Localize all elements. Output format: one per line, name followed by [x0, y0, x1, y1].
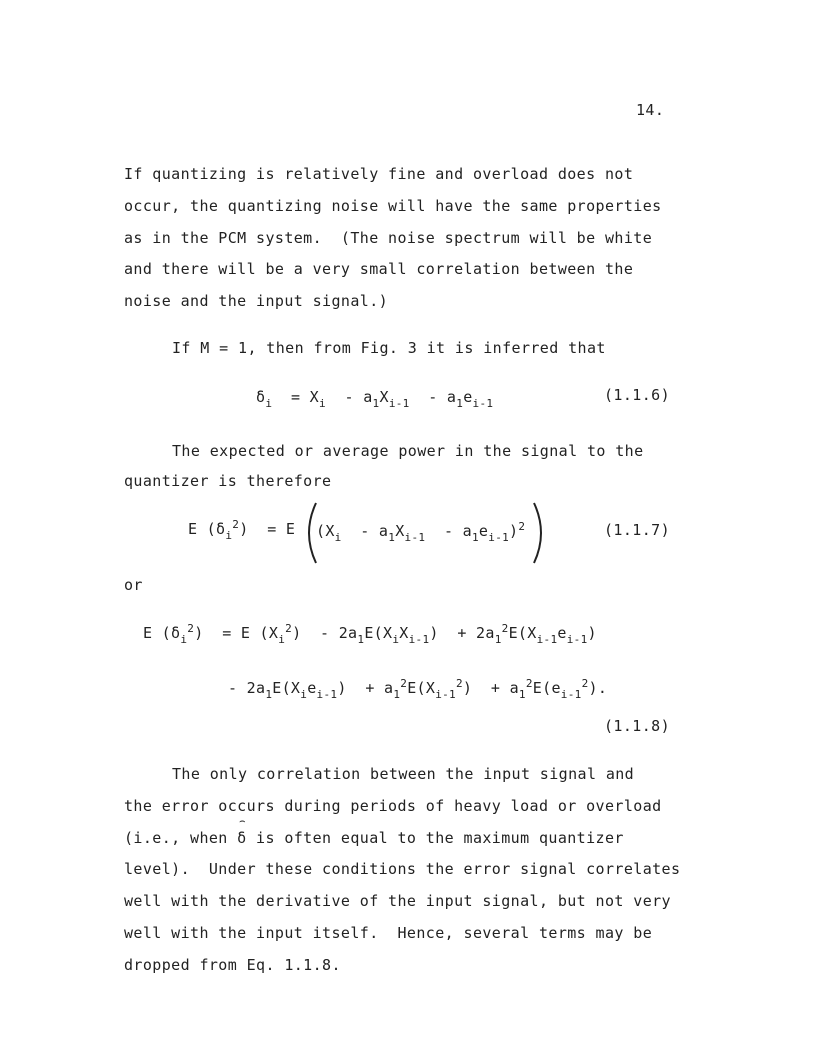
equation-number-1-1-7: (1.1.7)	[604, 521, 671, 539]
paragraph-1-line-5: noise and the input signal.)	[124, 292, 389, 310]
paragraph-4-line-1: The only correlation between the input signal and	[172, 765, 635, 783]
paragraph-4-line-7: dropped from Eq. 1.1.8.	[124, 956, 341, 974]
paragraph-4-line-3: (i.e., when δ is often equal to the maximum quantizer	[124, 829, 624, 847]
paragraph-4-line-5: well with the derivative of the input signal, but not very	[124, 892, 671, 910]
document-page: 14. If quantizing is relatively fine and overload does not occur, the quantizing noise will have the same properties as in the PCM system. (The noise spectrum will be white and there will be a very small correlation between the noise and the input signal.) If M = 1, then from Fig. 3 it is inferred that $\delta_i = X_i - a_1X_{i-1} - a_1e_{i-1}$ (1.1.6) The expected or average power in the signal to the quantizer is therefore E $(\delta_i^2) = E$ $(X_i - a_1X_{i-1} - a_1e_{i-1})^2$ (1.1.7) or E $(\delta_i^2) = E$ $(X_i^2) - 2a_1E(X_iX_{i-1}) + 2a_1^2E(X_{i-1}e_{i-1})$ - $2a_1E(X_ie_{i-1}) + a_1^2E(X_{i-1}^2) + a_1^2E(e_{i-1}^2)$. (1.1.8) The only correlation between the input signal and the error occurs during periods of heavy load or overload ⌢ (i.e., when δ is often equal to the maximum quantizer level). Under these conditions the error signal correlates well with the derivative of the input signal, but not very well with the input itself. Hence, several terms may be dropped from Eq. 1.1.8.	[124, 101, 681, 974]
equation-1-1-8-line-1: E $(\delta_i^2) = E$ $(X_i^2) - 2a_1E(X_iX_{i-1}) + 2a_1^2E(X_{i-1}e_{i-1})$	[143, 622, 597, 646]
paragraph-3-line-2: quantizer is therefore	[124, 472, 332, 490]
equation-1-1-6: $\delta_i = X_i - a_1X_{i-1} - a_1e_{i-1}$	[256, 388, 494, 410]
paragraph-1-line-1: If quantizing is relatively fine and overload does not	[124, 165, 634, 183]
paragraph-3-line-1: The expected or average power in the signal to the	[172, 442, 644, 460]
paragraph-2: If M = 1, then from Fig. 3 it is inferred that	[172, 339, 606, 357]
paragraph-4-line-6: well with the input itself. Hence, several terms may be	[124, 924, 653, 942]
page-number: 14.	[636, 101, 665, 119]
paragraph-4-line-2: the error occurs during periods of heavy load or overload	[124, 797, 662, 815]
paragraph-4-line-4: level). Under these conditions the error signal correlates	[124, 860, 681, 878]
equation-1-1-8-line-2: - $2a_1E(X_ie_{i-1}) + a_1^2E(X_{i-1}^2) + a_1^2E(e_{i-1}^2)$.	[228, 677, 608, 701]
paragraph-1-line-2: occur, the quantizing noise will have the same properties	[124, 197, 662, 215]
equation-number-1-1-8: (1.1.8)	[604, 717, 671, 735]
paragraph-1-line-3: as in the PCM system. (The noise spectrum will be white	[124, 229, 653, 247]
equation-number-1-1-6: (1.1.6)	[604, 386, 671, 404]
or-word: or	[124, 576, 143, 594]
paragraph-1-line-4: and there will be a very small correlation between the	[124, 260, 634, 278]
delta-hat-accent: ⌢	[239, 816, 246, 827]
big-right-parenthesis	[530, 501, 550, 565]
